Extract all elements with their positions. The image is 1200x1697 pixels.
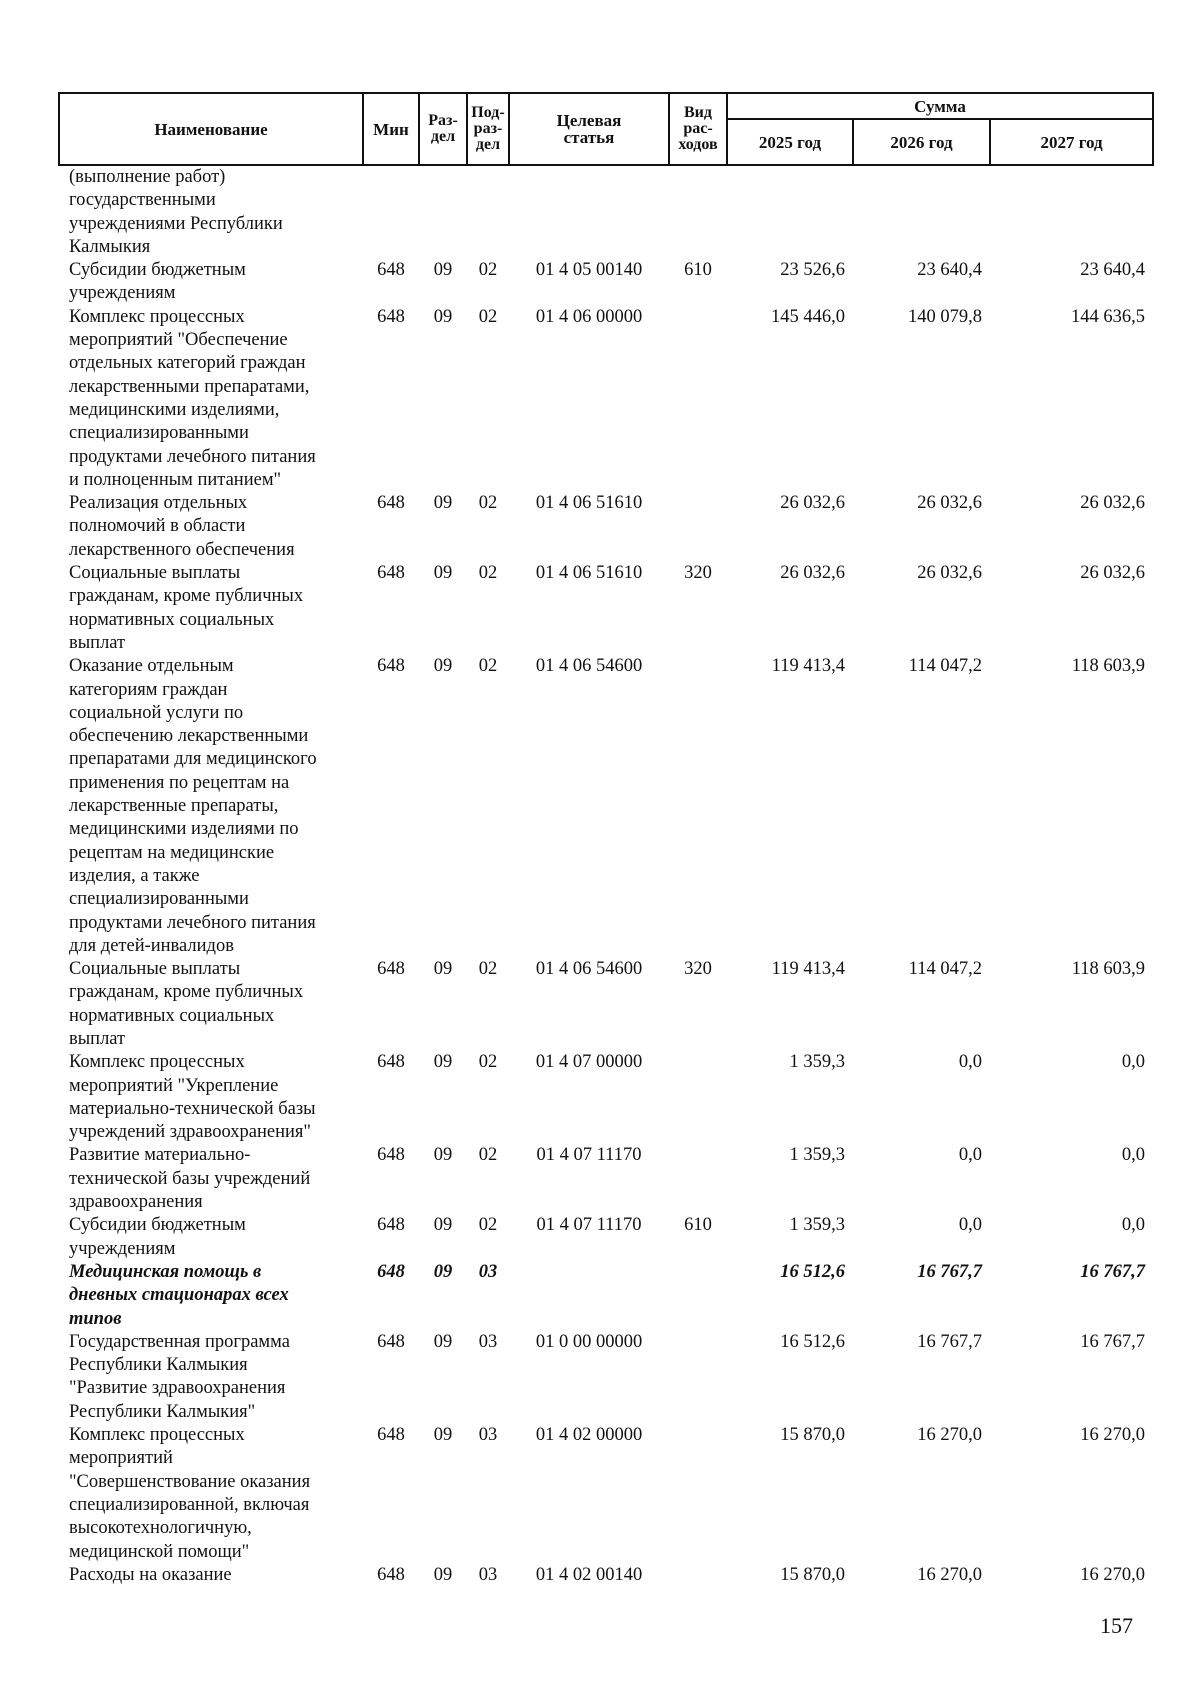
- cell-target: 01 4 06 51610: [535, 493, 643, 514]
- cell-min: 648: [377, 1564, 405, 1585]
- cell-name: Развитие материально- технической базы учреждений здравоохранения: [69, 1145, 311, 1213]
- cell-2025: [727, 165, 853, 259]
- cell-2027: 118 603,9: [1071, 656, 1146, 677]
- cell-2025: 16 512,6: [780, 1331, 845, 1352]
- cell-name: Социальные выплаты гражданам, кроме публичных нормативных социальных выплат: [69, 959, 304, 1049]
- cell-2027: 26 032,6: [1080, 563, 1146, 584]
- budget-table: [58, 92, 1154, 1587]
- cell-podrazdel: 02: [478, 563, 498, 584]
- cell-vid: 610: [684, 260, 712, 281]
- cell-2026: 140 079,8: [908, 306, 982, 327]
- header-sum: Сумма: [727, 93, 1153, 119]
- cell-2026: 114 047,2: [908, 656, 982, 677]
- cell-2027: 23 640,4: [1080, 260, 1146, 281]
- cell-razdel: 09: [433, 1564, 453, 1585]
- cell-vid: [669, 655, 727, 958]
- cell-vid: [669, 1331, 727, 1424]
- cell-name: Реализация отдельных полномочий в области лекарственного обеспечения: [69, 493, 295, 560]
- table-row: [59, 655, 1153, 958]
- cell-name: Расходы на оказание: [69, 1564, 232, 1585]
- cell-podrazdel: 02: [478, 260, 498, 281]
- cell-min: 648: [377, 563, 405, 584]
- cell-razdel: 09: [433, 1331, 453, 1352]
- cell-target: 01 4 06 54600: [535, 656, 643, 677]
- cell-2027: 26 032,6: [1080, 493, 1146, 514]
- header-year-2027: 2027 год: [990, 119, 1153, 165]
- cell-2027: 0,0: [1121, 1052, 1146, 1073]
- cell-vid: 320: [684, 563, 712, 584]
- cell-podrazdel: 03: [478, 1261, 498, 1282]
- cell-name: Медицинская помощь в дневных стационарах всех типов: [69, 1261, 289, 1329]
- cell-2025: 1 359,3: [789, 1215, 845, 1236]
- cell-target: 01 4 06 54600: [535, 959, 643, 980]
- table-row: [59, 165, 1153, 259]
- cell-2027: 16 767,7: [1080, 1331, 1146, 1352]
- cell-2027: 0,0: [1121, 1145, 1146, 1166]
- cell-2027: 16 767,7: [1080, 1261, 1146, 1282]
- cell-razdel: 09: [433, 260, 453, 281]
- cell-target: 01 4 06 51610: [535, 563, 643, 584]
- header-year-2026: 2026 год: [853, 119, 990, 165]
- cell-vid: [669, 1564, 727, 1587]
- cell-2027: 16 270,0: [1080, 1564, 1146, 1585]
- cell-2025: 145 446,0: [771, 306, 845, 327]
- cell-vid: 610: [684, 1215, 712, 1236]
- cell-min: 648: [377, 1261, 405, 1282]
- cell-vid: [669, 165, 727, 259]
- header-razdel: Раз- дел: [419, 93, 467, 165]
- cell-podrazdel: 02: [478, 493, 498, 514]
- table-row: [59, 306, 1153, 492]
- cell-2026: 16 767,7: [917, 1331, 982, 1352]
- cell-2026: 0,0: [958, 1052, 982, 1073]
- cell-2025: 16 512,6: [780, 1261, 845, 1282]
- cell-vid: [669, 492, 727, 562]
- cell-razdel: 09: [433, 1261, 453, 1282]
- cell-2026: 16 270,0: [917, 1564, 982, 1585]
- table-row: [59, 1424, 1153, 1564]
- header-year-2025: 2025 год: [727, 119, 853, 165]
- table-row: [59, 958, 1153, 1051]
- table-row: [59, 259, 1153, 306]
- cell-podrazdel: 03: [478, 1425, 498, 1446]
- cell-2027: 144 636,5: [1071, 306, 1146, 327]
- page-number: 157: [1100, 1613, 1133, 1638]
- cell-razdel: 09: [433, 1215, 453, 1236]
- cell-razdel: 09: [433, 1425, 453, 1446]
- cell-name: Комплекс процессных мероприятий "Укрепление материально-технической базы учреждений здравоохранения": [69, 1052, 316, 1143]
- cell-2026: 0,0: [958, 1145, 982, 1166]
- cell-2026: 0,0: [958, 1215, 982, 1236]
- table-body: [59, 165, 1153, 1587]
- cell-podrazdel: [467, 165, 509, 259]
- cell-2025: 119 413,4: [771, 656, 845, 677]
- cell-vid: 320: [684, 959, 712, 980]
- cell-2025: 23 526,6: [780, 260, 845, 281]
- cell-razdel: [419, 165, 467, 259]
- cell-2025: 1 359,3: [789, 1145, 845, 1166]
- cell-razdel: 09: [433, 656, 453, 677]
- cell-razdel: 09: [433, 959, 453, 980]
- header-vid: Вид рас- ходов: [669, 93, 727, 165]
- table-row: [59, 1144, 1153, 1214]
- header-min: Мин: [363, 93, 419, 165]
- table-row: [59, 562, 1153, 655]
- cell-2025: 15 870,0: [780, 1425, 845, 1446]
- table-header: [59, 93, 1153, 165]
- cell-name: Комплекс процессных мероприятий "Совершенствование оказания специализированной, включая высокотехнологичную, медицинской помощи": [69, 1425, 311, 1562]
- cell-min: [363, 165, 419, 259]
- cell-min: 648: [377, 656, 405, 677]
- cell-min: 648: [377, 1052, 405, 1073]
- cell-name: Государственная программа Республики Калмыкия "Развитие здравоохранения Республики Калмыкия": [69, 1331, 290, 1422]
- cell-min: 648: [377, 1215, 405, 1236]
- cell-2025: 15 870,0: [780, 1564, 845, 1585]
- cell-target: 01 0 00 00000: [535, 1331, 643, 1352]
- cell-target: 01 4 07 00000: [535, 1052, 643, 1073]
- cell-name: Субсидии бюджетным учреждениям: [69, 1215, 246, 1259]
- cell-2026: 16 767,7: [917, 1261, 982, 1282]
- header-target: Целевая статья: [509, 93, 669, 165]
- table-row: [59, 1261, 1153, 1331]
- cell-vid: [669, 306, 727, 492]
- cell-2026: [853, 165, 990, 259]
- cell-podrazdel: 02: [478, 306, 498, 327]
- cell-2027: [990, 165, 1153, 259]
- cell-podrazdel: 02: [478, 1215, 498, 1236]
- cell-min: 648: [377, 306, 405, 327]
- cell-razdel: 09: [433, 1052, 453, 1073]
- cell-vid: [669, 1424, 727, 1564]
- cell-name: Оказание отдельным категориям граждан социальной услуги по обеспечению лекарственными препаратами для медицинского применения по рецептам на лекарственные препараты, медицинскими изделиями по рецептам на медицинские изделия, а также специализированными продуктами лечебного питания для детей-инвалидов: [69, 656, 317, 956]
- cell-2026: 23 640,4: [917, 260, 982, 281]
- cell-min: 648: [377, 1425, 405, 1446]
- cell-target: 01 4 02 00140: [535, 1564, 643, 1585]
- cell-podrazdel: 03: [478, 1331, 498, 1352]
- cell-podrazdel: 03: [478, 1564, 498, 1585]
- cell-name: Субсидии бюджетным учреждениям: [69, 260, 246, 304]
- cell-vid: [669, 1261, 727, 1331]
- cell-vid: [669, 1144, 727, 1214]
- cell-target: 01 4 05 00140: [535, 260, 643, 281]
- cell-razdel: 09: [433, 306, 453, 327]
- cell-target: [509, 1261, 669, 1331]
- cell-2025: 119 413,4: [771, 959, 845, 980]
- cell-min: 648: [377, 493, 405, 514]
- cell-podrazdel: 02: [478, 656, 498, 677]
- table-row: [59, 1214, 1153, 1261]
- cell-2027: 16 270,0: [1080, 1425, 1146, 1446]
- cell-razdel: 09: [433, 563, 453, 584]
- cell-2027: 0,0: [1121, 1215, 1146, 1236]
- cell-podrazdel: 02: [478, 1145, 498, 1166]
- cell-2025: 1 359,3: [789, 1052, 845, 1073]
- cell-min: 648: [377, 1331, 405, 1352]
- cell-2026: 26 032,6: [917, 493, 982, 514]
- table-row: [59, 492, 1153, 562]
- cell-name: Комплекс процессных мероприятий "Обеспечение отдельных категорий граждан лекарственными препаратами, медицинскими изделиями, специализированными продуктами лечебного питания и полноценным питанием": [69, 306, 316, 490]
- table-row: [59, 1564, 1153, 1587]
- cell-2026: 16 270,0: [917, 1425, 982, 1446]
- header-podrazdel: Под- раз- дел: [467, 93, 509, 165]
- cell-target: 01 4 07 11170: [536, 1145, 642, 1166]
- cell-min: 648: [377, 959, 405, 980]
- cell-vid: [669, 1051, 727, 1144]
- cell-2025: 26 032,6: [780, 563, 845, 584]
- table-row: [59, 1051, 1153, 1144]
- cell-2026: 114 047,2: [908, 959, 982, 980]
- cell-2026: 26 032,6: [917, 563, 982, 584]
- cell-podrazdel: 02: [478, 959, 498, 980]
- table-row: [59, 1331, 1153, 1424]
- cell-target: 01 4 07 11170: [536, 1215, 642, 1236]
- header-name: Наименование: [59, 93, 363, 165]
- cell-name: Социальные выплаты гражданам, кроме публичных нормативных социальных выплат: [69, 563, 304, 653]
- cell-podrazdel: 02: [478, 1052, 498, 1073]
- cell-target: 01 4 06 00000: [535, 306, 643, 327]
- cell-min: 648: [377, 1145, 405, 1166]
- cell-min: 648: [377, 260, 405, 281]
- cell-name: (выполнение работ) государственными учреждениями Республики Калмыкия: [69, 167, 283, 257]
- cell-2027: 118 603,9: [1071, 959, 1146, 980]
- cell-razdel: 09: [433, 1145, 453, 1166]
- cell-target: 01 4 02 00000: [535, 1425, 643, 1446]
- cell-razdel: 09: [433, 493, 453, 514]
- cell-target: [509, 165, 669, 259]
- cell-2025: 26 032,6: [780, 493, 845, 514]
